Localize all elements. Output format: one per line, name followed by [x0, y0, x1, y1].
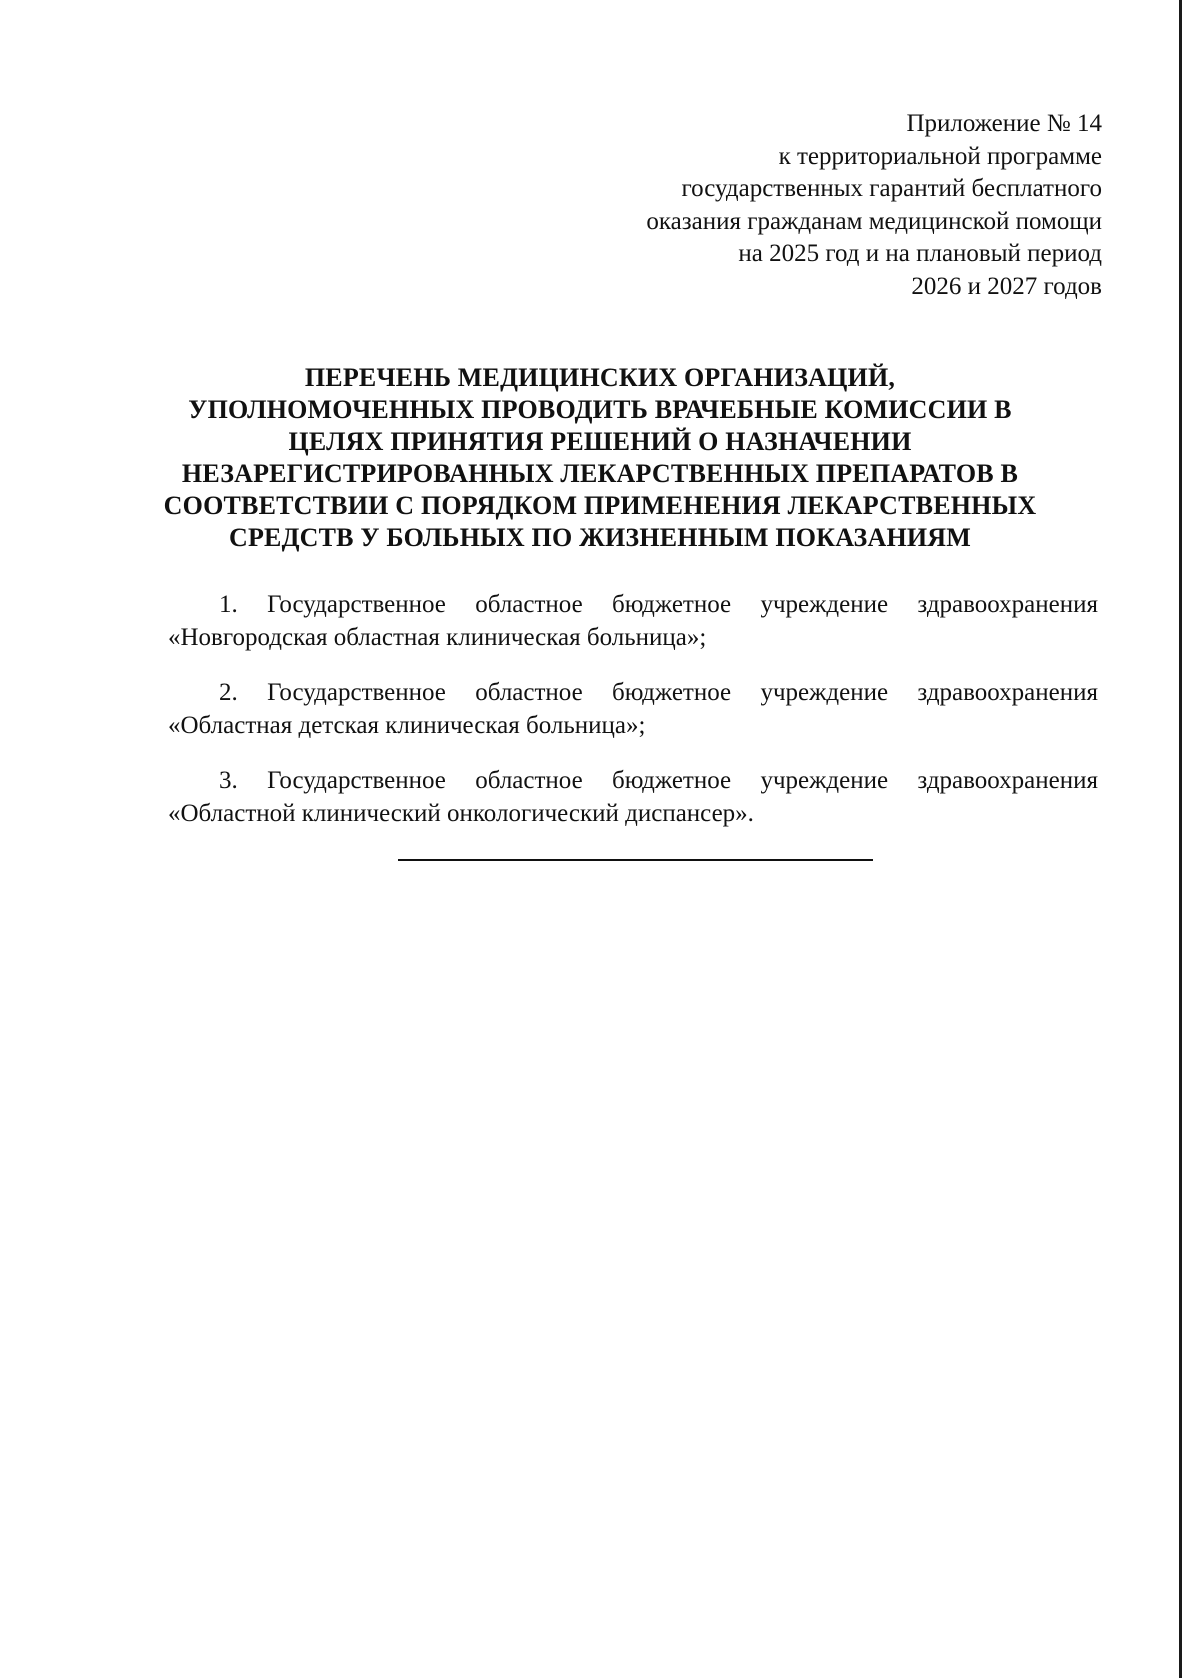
appendix-line: оказания гражданам медицинской помощи [646, 207, 1102, 235]
appendix-line: 2026 и 2027 годов [911, 272, 1102, 300]
list-item-first-line: 3. Государственное областное бюджетное учреждение здравоохранения [219, 767, 1098, 794]
appendix-header [402, 108, 1102, 303]
title-line: СООТВЕТСТВИИ С ПОРЯДКОМ ПРИМЕНЕНИЯ ЛЕКАРСТВЕННЫХ [163, 491, 1037, 520]
list-item-organization-name: «Областной клинический онкологический диспансер». [168, 800, 754, 827]
list-item [168, 588, 1098, 654]
list-item-first-line: 2. Государственное областное бюджетное учреждение здравоохранения [219, 679, 1098, 706]
title-line: ЦЕЛЯХ ПРИНЯТИЯ РЕШЕНИЙ О НАЗНАЧЕНИИ [288, 427, 912, 456]
title-line: НЕЗАРЕГИСТРИРОВАННЫХ ЛЕКАРСТВЕННЫХ ПРЕПАРАТОВ В [181, 459, 1019, 488]
list-item-organization-name: «Областная детская клиническая больница»; [168, 712, 646, 739]
list-item-organization-name: «Новгородская областная клиническая больница»; [168, 624, 707, 651]
title-line: СРЕДСТВ У БОЛЬНЫХ ПО ЖИЗНЕННЫМ ПОКАЗАНИЯМ [228, 523, 972, 552]
end-divider [398, 859, 873, 861]
document-title [120, 362, 1080, 554]
title-line: ПЕРЕЧЕНЬ МЕДИЦИНСКИХ ОРГАНИЗАЦИЙ, [304, 363, 896, 392]
scan-edge-line [1179, 0, 1182, 1678]
appendix-line: государственных гарантий бесплатного [681, 175, 1102, 202]
list-item [168, 764, 1098, 830]
appendix-line: Приложение № 14 [906, 110, 1102, 137]
organization-list [168, 588, 1098, 852]
appendix-line: на 2025 год и на плановый период [738, 240, 1102, 267]
title-line: УПОЛНОМОЧЕННЫХ ПРОВОДИТЬ ВРАЧЕБНЫЕ КОМИССИИ В [188, 395, 1012, 424]
list-item [168, 676, 1098, 742]
appendix-line: к территориальной программе [778, 142, 1102, 170]
list-item-first-line: 1. Государственное областное бюджетное учреждение здравоохранения [219, 591, 1098, 618]
